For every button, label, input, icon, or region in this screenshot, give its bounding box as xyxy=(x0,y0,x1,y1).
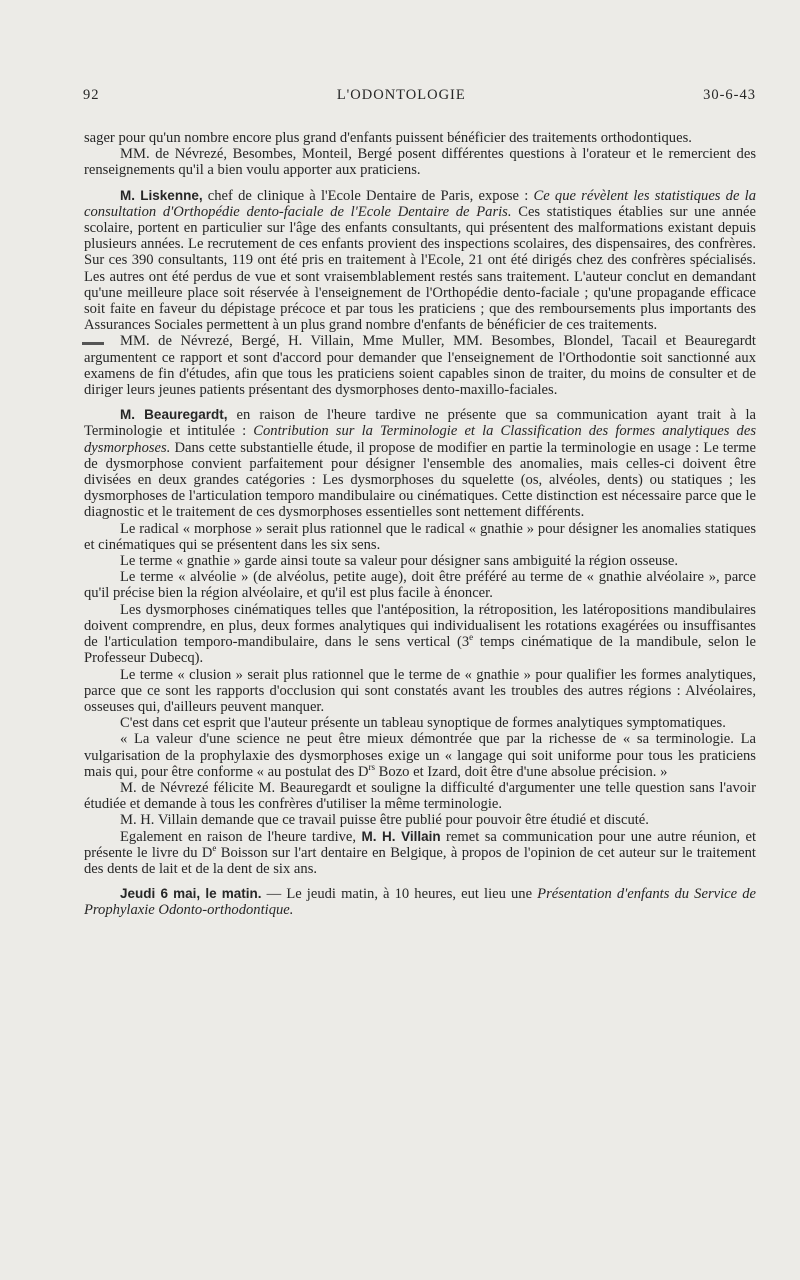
paragraph: Le terme « alvéolie » (de alvéolus, petite auge), doit être préféré au terme de « gnathie alvéolaire », parce qu'il précise bien la région alvéolaire, et qu'il est plus facile à énoncer. xyxy=(84,569,756,602)
quotation-paragraph: « La valeur d'une science ne peut être mieux démontrée que par la richesse de « sa terminologie. La vulgarisation de la prophylaxie des dysmorphoses exige un « langage qui soit uniforme pour tous les praticiens mais qui, pour être conforme « au postulat des $D^{rs}$ Bozo et Izard, doit être d'une absolue précision. » xyxy=(84,731,756,780)
paragraph: Le terme « gnathie » garde ainsi toute sa valeur pour désigner sans ambiguité la région osseuse. xyxy=(120,553,679,570)
talk-title: Ce que révèlent les statistiques de la consultation d'Orthopédie dento-faciale de l'Ecole Dentaire de Paris. xyxy=(84,187,756,220)
journal-title: L'ODONTOLOGIE xyxy=(336,87,466,103)
paragraph: Egalement en raison de l'heure tardive, M. H. Villain remet sa communication pour une autre réunion, et présente le livre du De Boisson sur l'art dentaire en Belgique, à propos de l'opinion de cet auteur sur le traitement des dents de lait et de la dent de six ans. xyxy=(84,828,756,877)
paragraph-session: Jeudi 6 mai, le matin. — Le jeudi matin, à 10 heures, eut lieu une Présentation d'enfants du Service de Prophylaxie Odonto-orthodontique. xyxy=(84,886,756,919)
session-title: Présentation d'enfants du Service de Prophylaxie Odonto-orthodontique. xyxy=(84,886,756,919)
paragraph-liskenne: M. Liskenne, chef de clinique à l'Ecole Dentaire de Paris, expose : Ce que révèlent les statistiques de la consultation d'Orthopédie dento-faciale de l'Ecole Dentaire de Paris. Ces statistiques établies sur une année scolaire, portent en particulier sur l'âge des enfants consultants, qui présentent des malformations existant depuis plusieurs années. Le recrutement de ces enfants provient des inspections scolaires, des dispensaires, des confrères. Sur ces 390 consultants, 119 ont été pris en traitement à l'Ecole, 21 ont été dirigés chez des confrères spécialisés. Les autres ont été perdus de vue et sont vraisemblablement restés sans traitement. L'auteur conclut en demandant qu'une meilleure place soit réservée à l'enseignement de l'Orthopédie dento-faciale ; qu'une propagande efficace soit faite en faveur du dépistage précoce et par tous les praticiens ; que des remboursements plus importants des Assurances Sociales permettent à un plus grand nombre d'enfants de bénéficier de ces traitements. xyxy=(84,187,756,334)
paragraph: MM. de Névrezé, Bergé, H. Villain, Mme Muller, MM. Besombes, Blondel, Tacail et Beauregardt argumentent ce rapport et sont d'accord pour demander que l'enseignement de l'Orthodontie soit sanctionné aux examens de fin d'études, afin que tous les praticiens soient capables sinon de traiter, du moins de consulter et de diriger leurs jeunes patients présentant des dysmorphoses dento-maxillo-faciales. xyxy=(84,333,756,399)
session-heading: Jeudi 6 mai, le matin. xyxy=(120,886,262,902)
running-header xyxy=(83,87,756,104)
talk-title: Contribution sur la Terminologie et la Classification des formes analytiques des dysmorphoses. xyxy=(84,423,757,456)
paragraph: M. de Névrezé félicite M. Beauregardt et souligne la difficulté d'argumenter une telle question sans l'avoir étudiée et demande à tous les confrères d'utiliser la même terminologie. xyxy=(84,779,756,813)
speaker-name: M. Liskenne, xyxy=(120,187,203,203)
paragraph: Le terme « clusion » serait plus rationnel que le terme de « gnathie » pour qualifier les formes analytiques, parce que ce sont les rapports d'occlusion qui sont constatés avant les troubles des autres régions : Alvéolaires, osseuses qui, d'ailleurs peuvent manquer. xyxy=(84,666,756,715)
paragraph: MM. de Névrezé, Besombes, Monteil, Bergé posent différentes questions à l'orateur et le remercient des renseignements qu'il a bien voulu apporter aux praticiens. xyxy=(84,146,756,179)
speaker-name: M. H. Villain xyxy=(361,828,441,844)
paragraph-beauregardt: M. Beauregardt, en raison de l'heure tardive ne présente que sa communication ayant trait à la Terminologie et intitulée : Contribution sur la Terminologie et la Classification des formes analytiques des dysmorphoses. Dans cette substantielle étude, il propose de modifier en partie la terminologie en usage : Le terme de dysmorphose convient parfaitement pour désigner l'ensemble des anomalies, mais celles-ci doivent être divisées en deux grandes catégories : Les dysmorphoses du squelette (os, alvéoles, dents) ou statiques ; les dysmorphoses de l'articulation temporo mandibulaire ou cinématiques. Cette distinction est nécessaire parce que le diagnostic et le traitement de ces dysmorphoses essentielles sont nettement différents. xyxy=(84,407,757,521)
margin-mark xyxy=(82,342,104,345)
speaker-name: M. Beauregardt, xyxy=(120,407,228,423)
paragraph: sager pour qu'un nombre encore plus grand d'enfants puissent bénéficier des traitements orthodontiques. xyxy=(84,130,692,146)
paragraph: Les dysmorphoses cinématiques telles que l'antéposition, la rétroposition, les latéropositions mandibulaires doivent comprendre, en plus, deux formes analytiques qui individualisent les rotations exagérées ou insuffisantes de l'articulation temporo-mandibulaire, dans le sens vertical (3e temps cinématique de la mandibule, selon le Professeur Dubecq). xyxy=(84,601,756,667)
paragraph: Le radical « morphose » serait plus rationnel que le radical « gnathie » pour désigner les anomalies statiques et cinématiques qui se présentent dans les six sens. xyxy=(84,520,756,553)
paragraph: C'est dans cet esprit que l'auteur présente un tableau synoptique de formes analytiques symptomatiques. xyxy=(120,715,726,732)
paragraph: M. H. Villain demande que ce travail puisse être publié pour pouvoir être étudié et discuté. xyxy=(120,812,649,829)
article-body xyxy=(84,130,756,919)
issue-date: 30-6-43 xyxy=(703,87,756,103)
page-number: 92 xyxy=(83,87,100,103)
